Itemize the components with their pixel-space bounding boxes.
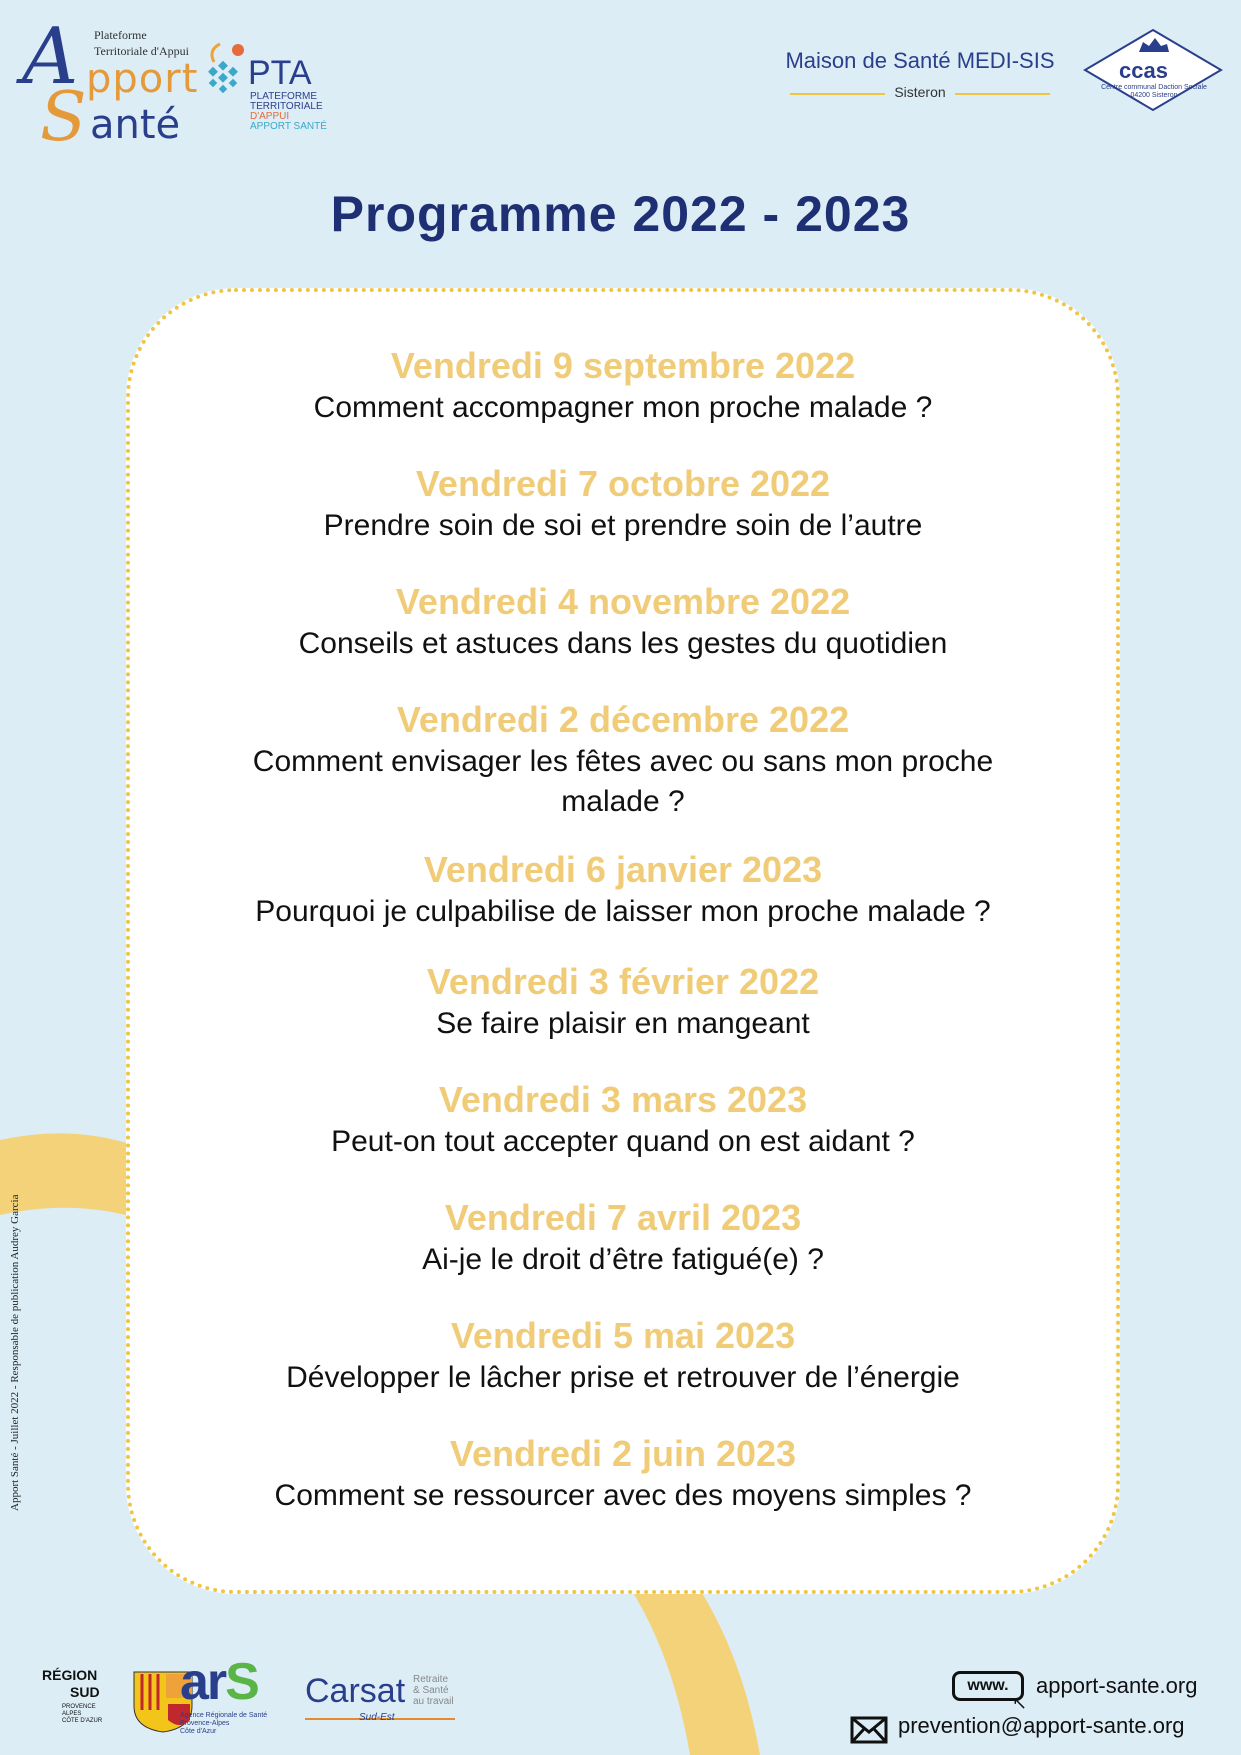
session-date: Vendredi 3 février 2022: [426, 961, 820, 1002]
session-item: [126, 1196, 1120, 1280]
logo-platform-line1: Plateforme: [94, 28, 147, 42]
ars-wordmark: [180, 1652, 258, 1712]
logo-word-sante: anté: [90, 102, 181, 148]
session-topic: Développer le lâcher prise et retrouver de l’énergie: [286, 1361, 960, 1394]
session-item: [126, 698, 1120, 822]
ars-small3: Côte d'Azur: [180, 1728, 217, 1735]
session-date: Vendredi 2 juin 2023: [449, 1433, 797, 1474]
carsat-side3: au travail: [413, 1696, 454, 1707]
carsat-sub: Sud-Est: [359, 1712, 395, 1723]
region-small2: ALPES: [62, 1711, 82, 1717]
pta-line4: APPORT SANTÉ: [250, 121, 327, 132]
ccas-line2: 04200 Sisteron: [1130, 92, 1178, 99]
session-date: Vendredi 9 septembre 2022: [390, 345, 856, 386]
ccas-line1: Centre communal Daction Sociale: [1101, 84, 1207, 91]
maison-left-rule: [790, 93, 885, 95]
region-line2: SUD: [70, 1684, 100, 1700]
session-date: Vendredi 2 décembre 2022: [396, 699, 850, 740]
www-icon: www.: [952, 1671, 1024, 1701]
ars-small1: Agence Régionale de Santé: [180, 1712, 268, 1719]
maison-city-row: [770, 84, 1070, 100]
maison-de-sante-logo: [770, 48, 1070, 100]
session-topic: Se faire plaisir en mangeant: [436, 1007, 810, 1040]
session-topic: Comment accompagner mon proche malade ?: [313, 391, 933, 424]
carsat-side1: Retraite: [413, 1674, 449, 1685]
session-topic: Comment envisager les fêtes avec ou sans mon proche malade ?: [252, 745, 994, 818]
session-topic: Conseils et astuces dans les gestes du quotidien: [298, 627, 948, 660]
logo-initial-s: S: [40, 78, 87, 157]
carsat-logo: [305, 1672, 465, 1732]
carsat-name: Carsat: [305, 1672, 406, 1710]
session-topic: Pourquoi je culpabilise de laisser mon proche malade ?: [255, 895, 991, 928]
ars-wordmark-ar: ar: [180, 1653, 226, 1711]
pta-name: PTA: [248, 54, 312, 92]
session-topic: Peut-on tout accepter quand on est aidant ?: [331, 1125, 915, 1158]
session-item: [126, 344, 1120, 428]
email-link[interactable]: prevention@apport-sante.org: [898, 1713, 1185, 1738]
maison-right-rule: [955, 93, 1050, 95]
region-line1: RÉGION: [42, 1667, 98, 1683]
pta-logo: [200, 36, 340, 136]
session-topic: Ai-je le droit d’être fatigué(e) ?: [422, 1243, 824, 1276]
pta-line1: PLATEFORME: [250, 91, 318, 102]
ars-small2: Provence-Alpes: [180, 1720, 230, 1727]
pta-emblem-icon: [200, 40, 250, 100]
session-item: [126, 848, 1120, 932]
cursor-icon: ↖: [1012, 1693, 1028, 1713]
session-date: Vendredi 6 janvier 2023: [423, 849, 823, 890]
logo-platform-line2: Territoriale d'Appui: [94, 44, 189, 58]
session-item: [126, 1432, 1120, 1516]
publication-credit: Apport Santé - Juillet 2022 - Responsable de publication Audrey Garcia: [9, 1194, 21, 1511]
session-date: Vendredi 5 mai 2023: [450, 1315, 796, 1356]
maison-city: Sisteron: [894, 84, 946, 100]
region-small3: CÔTE D'AZUR: [62, 1718, 103, 1724]
region-sud-logo: [42, 1668, 152, 1738]
session-date: Vendredi 3 mars 2023: [438, 1079, 808, 1120]
session-item: [126, 462, 1120, 546]
session-topic: Prendre soin de soi et prendre soin de l’autre: [323, 509, 923, 542]
page-title: Programme 2022 - 2023: [330, 186, 911, 242]
ars-logo: [180, 1653, 280, 1740]
website-link[interactable]: apport-sante.org: [1036, 1673, 1198, 1698]
logo-initial-a: A: [22, 12, 79, 102]
ccas-logo: [1083, 28, 1223, 112]
session-item: [126, 1078, 1120, 1162]
mail-icon: [850, 1716, 888, 1744]
session-item: [126, 960, 1120, 1044]
session-date: Vendredi 7 avril 2023: [444, 1197, 802, 1238]
maison-title: Maison de Santé MEDI-SIS: [785, 48, 1055, 73]
session-item: [126, 580, 1120, 664]
ars-wordmark-s: S: [225, 1653, 258, 1711]
session-date: Vendredi 7 octobre 2022: [415, 463, 831, 504]
carsat-side2: & Santé: [413, 1685, 449, 1696]
region-small1: PROVENCE: [62, 1704, 96, 1710]
session-list: [126, 344, 1120, 1516]
session-item: [126, 1314, 1120, 1398]
logo-word-apport: pport: [86, 56, 199, 102]
pta-line3: D'APPUI: [250, 111, 290, 122]
pta-line2: TERRITORIALE: [250, 101, 323, 112]
session-topic: Comment se ressourcer avec des moyens simples ?: [274, 1479, 972, 1512]
session-date: Vendredi 4 novembre 2022: [395, 581, 851, 622]
ccas-name: ccas: [1119, 58, 1168, 83]
